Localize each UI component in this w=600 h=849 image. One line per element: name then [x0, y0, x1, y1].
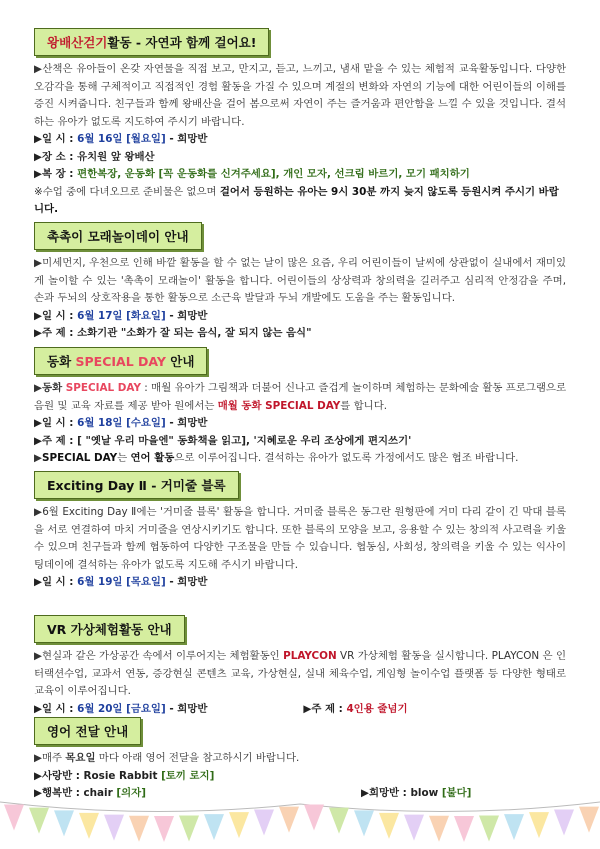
title-part: 활동 - 자연과 함께 걸어요!	[107, 35, 257, 50]
title-part: SPECIAL DAY	[75, 354, 166, 369]
section-title	[34, 347, 207, 375]
body-part: 를 합니다.	[340, 399, 388, 412]
note-text: ※수업 중에 다녀오므로 준비물은 없으며	[34, 185, 220, 198]
note-part: 는	[117, 452, 131, 464]
info-row-date	[34, 574, 566, 592]
section-vr	[34, 615, 566, 718]
info-row-date	[34, 308, 566, 326]
body-part: SPECIAL DAY	[65, 382, 141, 394]
special-day-text	[76, 354, 166, 369]
row-value: 6월 19일 [목요일]	[73, 576, 170, 588]
body-part: ▶현실과 같은 가상공간 속에서 이루어지는 체험활동인	[34, 650, 284, 662]
row-suffix: - 희망반	[169, 576, 208, 588]
section-exciting-day	[34, 471, 566, 592]
section-walk	[34, 28, 566, 219]
note	[34, 450, 566, 468]
title-part: 안내	[165, 354, 195, 369]
info-row-date-topic	[34, 701, 566, 719]
bunting-flag	[229, 812, 249, 838]
body-part: VR 가상체험 활동을 실시합니다. PLAYCON 은 인터랙션수업, 교과서 연동, 증강현실 콘텐츠 교육, 가상현실, 실내 체육수업, 게임형 놀이수업 플랫폼 등 다양한 형태로 교육이 이루어집니다.	[34, 650, 566, 697]
row-label: ▶장 소 :	[34, 150, 74, 163]
bunting-flag	[304, 805, 324, 831]
note-part: SPECIAL DAY	[42, 452, 118, 464]
row-value: 4인용 줄넘기	[342, 702, 408, 715]
section-body: ▶산책은 유아들이 온갖 자연물을 직접 보고, 만지고, 듣고, 느끼고, 냄새 맡을 수 있는 체험적 교육활동입니다. 다양한 오감각을 통해 구체적이고 직접적인 경험 활동을 가질 수 있으며 계절의 변화와 자연의 기능에 대한 어린이들의 이해를 증진 시켜줍니다. 친구들과 함께 왕배산을 걸어 봄으로써 자연이 주는 즐거움과 편안함을 느낄 수 있을 것입니다. 결석하는 유아가 없도록 지도하여 주시기 바랍니다.	[34, 63, 566, 128]
section-title: 영어 전달 안내	[34, 717, 141, 745]
info-row-topic	[34, 433, 566, 451]
info-row-clothes	[34, 166, 566, 184]
row-value: 6월 20일 [금요일]	[73, 702, 170, 715]
body-part: 매월 동화	[217, 399, 266, 412]
section-special-day	[34, 347, 566, 468]
section-body	[34, 648, 566, 701]
row-value: 유치원 앞 왕배산	[73, 150, 155, 163]
bunting-flag	[4, 805, 24, 831]
row-value: [불다]	[441, 787, 472, 799]
row-label: ▶일 시 :	[34, 309, 74, 322]
bunting-flag	[479, 815, 499, 841]
title-part: 동화	[47, 354, 76, 369]
row-value: 소화기관 "소화가 잘 되는 음식, 잘 되지 않는 음식"	[73, 327, 312, 339]
body-part: : 매월 유아가 그림책과 더불어 신나고 즐겁게 놀이하며 체험하는 문화예술 활동 프로그램으로 음원 및 교육 자료를 제공 받아 원에서는	[34, 382, 566, 412]
bunting-flag	[379, 813, 399, 839]
row-label: ▶일 시 :	[34, 576, 74, 588]
section-title	[34, 28, 269, 56]
title-part: 왕배산걷기	[47, 35, 108, 50]
bunting-flag	[179, 815, 199, 841]
section-title: 촉촉이 모래놀이데이 안내	[34, 222, 202, 250]
bunting-flag	[154, 816, 174, 842]
row-label: ▶일 시 :	[34, 417, 74, 429]
row-value: 6월 16일 [월요일]	[73, 133, 170, 145]
bunting-flag	[529, 812, 549, 838]
row-value: [ "옛날 우리 마을엔" 동화책을 읽고], '지혜로운 우리 조상에게 편지쓰기'	[73, 434, 412, 447]
row-label: ▶일 시 :	[34, 702, 74, 715]
info-row-date	[34, 415, 566, 433]
row-label: ▶행복반 : chair	[34, 787, 117, 799]
row-suffix: - 희망반	[169, 133, 208, 145]
body-part	[66, 382, 141, 394]
bunting-flag	[504, 814, 524, 840]
section-body	[34, 750, 566, 768]
bunting-flag	[104, 815, 124, 841]
note-part: 연어 활동	[130, 452, 175, 464]
bunting-flag	[129, 816, 149, 842]
section-title: VR 가상체험활동 안내	[34, 615, 185, 643]
bunting-flag	[204, 814, 224, 840]
body-part: PLAYCON	[283, 650, 337, 662]
row-value: 6월 17일 [화요일]	[73, 309, 170, 322]
row-value: [의자]	[116, 787, 146, 799]
section-title: Exciting Day Ⅱ - 거미줄 블록	[34, 471, 239, 499]
row-label: ▶주 제 :	[34, 327, 74, 339]
bunting-flag	[54, 810, 74, 836]
bunting-flag	[29, 808, 49, 834]
bunting-flag	[354, 810, 374, 836]
section-body: ▶미세먼지, 우천으로 인해 바깥 활동을 할 수 없는 날이 많은 요즘, 우리 어린이들이 날씨에 상관없이 실내에서 재미있게 놀이할 수 있는 '촉촉이 모래놀이' 활동을 합니다. 어린이들의 상상력과 창의력을 길러주고 심리적 안정감을 주며, 손과 두뇌의 상호작용을 통한 활동으로 소근육 발달과 두뇌 개발에도 도움을 주는 활동입니다.	[34, 257, 566, 304]
section-body: ▶6월 Exciting Day Ⅱ에는 '거미줄 블록' 활동을 합니다. 거미줄 블록은 동그란 원형판에 거미 다리 같이 긴 막대 블록을 서로 연결하여 마치 거미줄을 연상시키기도 합니다. 또한 블록의 모양을 보고, 응용할 수 있는 창의적 사고력을 키울 수 있으며 친구들과 함께 협동하여 다양한 구조물을 만들 수 있습니다. 협동심, 사회성, 창의력을 키울 수 있는 익사이팅데이에 결석하는 유아가 없도록 지도해 주시기 바랍니다.	[34, 506, 566, 571]
note-part: ▶	[34, 452, 42, 464]
row-value: [토끼 로지]	[161, 769, 215, 782]
bunting-flag	[79, 813, 99, 839]
bunting-flag	[254, 810, 274, 836]
row-suffix: - 희망반	[169, 702, 208, 715]
body-part: SPECIAL DAY	[265, 399, 341, 412]
body-part: ▶동화	[34, 382, 66, 394]
section-sand	[34, 222, 566, 343]
bunting-flag	[579, 807, 599, 833]
note-part: 으로 이루어집니다. 결석하는 유아가 없도록 가정에서도 많은 협조 바랍니다.	[174, 452, 519, 464]
bunting-flag	[279, 807, 299, 833]
section-english	[34, 717, 566, 803]
row-suffix: - 희망반	[169, 417, 208, 429]
row-label: ▶주 제 :	[303, 702, 343, 715]
bunting-flag	[429, 816, 449, 842]
bunting-flag	[404, 815, 424, 841]
row-label: ▶일 시 :	[34, 133, 74, 145]
row-label: ▶주 제 :	[34, 434, 74, 447]
row-value: 6월 18일 [수요일]	[73, 417, 170, 429]
bunting-flag	[454, 816, 474, 842]
note-bold: 걸어서 등원하는 유아는 9시 30분 까지 늦지 않도록 등원시켜 주시기 바랍니다.	[34, 185, 559, 215]
bunting-flag	[554, 810, 574, 836]
info-row-place	[34, 149, 566, 167]
body-part: ▶매주	[34, 752, 66, 764]
bunting-flag	[329, 808, 349, 834]
body-part: 마다 아래 영어 전달을 참고하시기 바랍니다.	[95, 752, 300, 764]
section-body	[34, 380, 566, 415]
row-label: ▶희망반 : blow	[360, 787, 442, 799]
row-label: ▶사랑반 : Rosie Rabbit	[34, 769, 162, 782]
info-row-topic	[34, 325, 566, 343]
body-part: 목요일	[65, 752, 96, 764]
note	[34, 184, 566, 219]
row-suffix: - 희망반	[169, 309, 208, 322]
bunting-decoration	[0, 798, 600, 849]
info-row-date	[34, 131, 566, 149]
row-label: ▶복 장 :	[34, 168, 74, 180]
english-row-sarang	[34, 768, 566, 786]
row-value: 편한복장, 운동화 [꼭 운동화를 신겨주세요], 개인 모자, 선크림 바르기, 모기 패치하기	[73, 168, 470, 180]
